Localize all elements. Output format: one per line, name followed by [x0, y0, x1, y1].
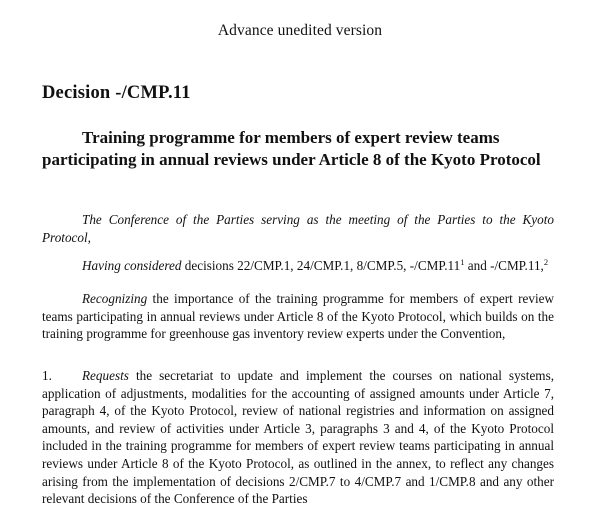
preamble-paragraph-1 [42, 211, 554, 246]
footnote-ref-2[interactable]: 2 [543, 257, 549, 267]
recognizing-italic: Recognizing [82, 291, 148, 306]
decision-number: Decision -/CMP.11 [42, 83, 191, 103]
recognizing-text: the importance of the training programme for members of expert review teams participating in annual reviews under Article 8 of the Kyoto Protocol, which builds on the training programme for greenhouse gas inventory review experts under the Convention, [42, 291, 554, 342]
version-note: Advance unedited version [217, 22, 383, 39]
decisions-list-text-2: and -/CMP.11, [464, 258, 544, 273]
paragraph-number: 1. [42, 368, 52, 383]
decision-title: Training programme for members of expert review teams participating in annual reviews under Article 8 of the Kyoto Protocol [42, 128, 541, 169]
preamble-paragraph-3 [42, 290, 554, 343]
requests-italic: Requests [82, 368, 129, 383]
having-considered-italic: Having considered [82, 258, 182, 273]
preamble-paragraph-2 [42, 257, 554, 275]
decisions-list-text: decisions 22/CMP.1, 24/CMP.1, 8/CMP.5, -/CMP.11 [181, 258, 461, 273]
requests-text: the secretariat to update and implement the courses on national systems, application of adjustments, modalities for the accounting of assigned amounts under Article 7, paragraph 4, of the Kyoto Protocol, review of national registries and information on assigned amounts, and review of activities under Article 3, paragraphs 3 and 4, of the Kyoto Protocol included in the training programme for members of expert review teams participating in annual reviews under Article 8 of the Kyoto Protocol, as outlined in the annex, to reflect any changes arising from the implementation of decisions 2/CMP.7 to 4/CMP.7 and 1/CMP.8 and any other relevant decisions of the Conference of the Parties [42, 368, 554, 507]
operative-paragraph-1 [42, 367, 554, 508]
preamble-italic: The Conference of the Parties serving as the meeting of the Parties to the Kyoto Protocol, [42, 212, 554, 245]
footnote-ref-1[interactable]: 1 [460, 257, 465, 267]
